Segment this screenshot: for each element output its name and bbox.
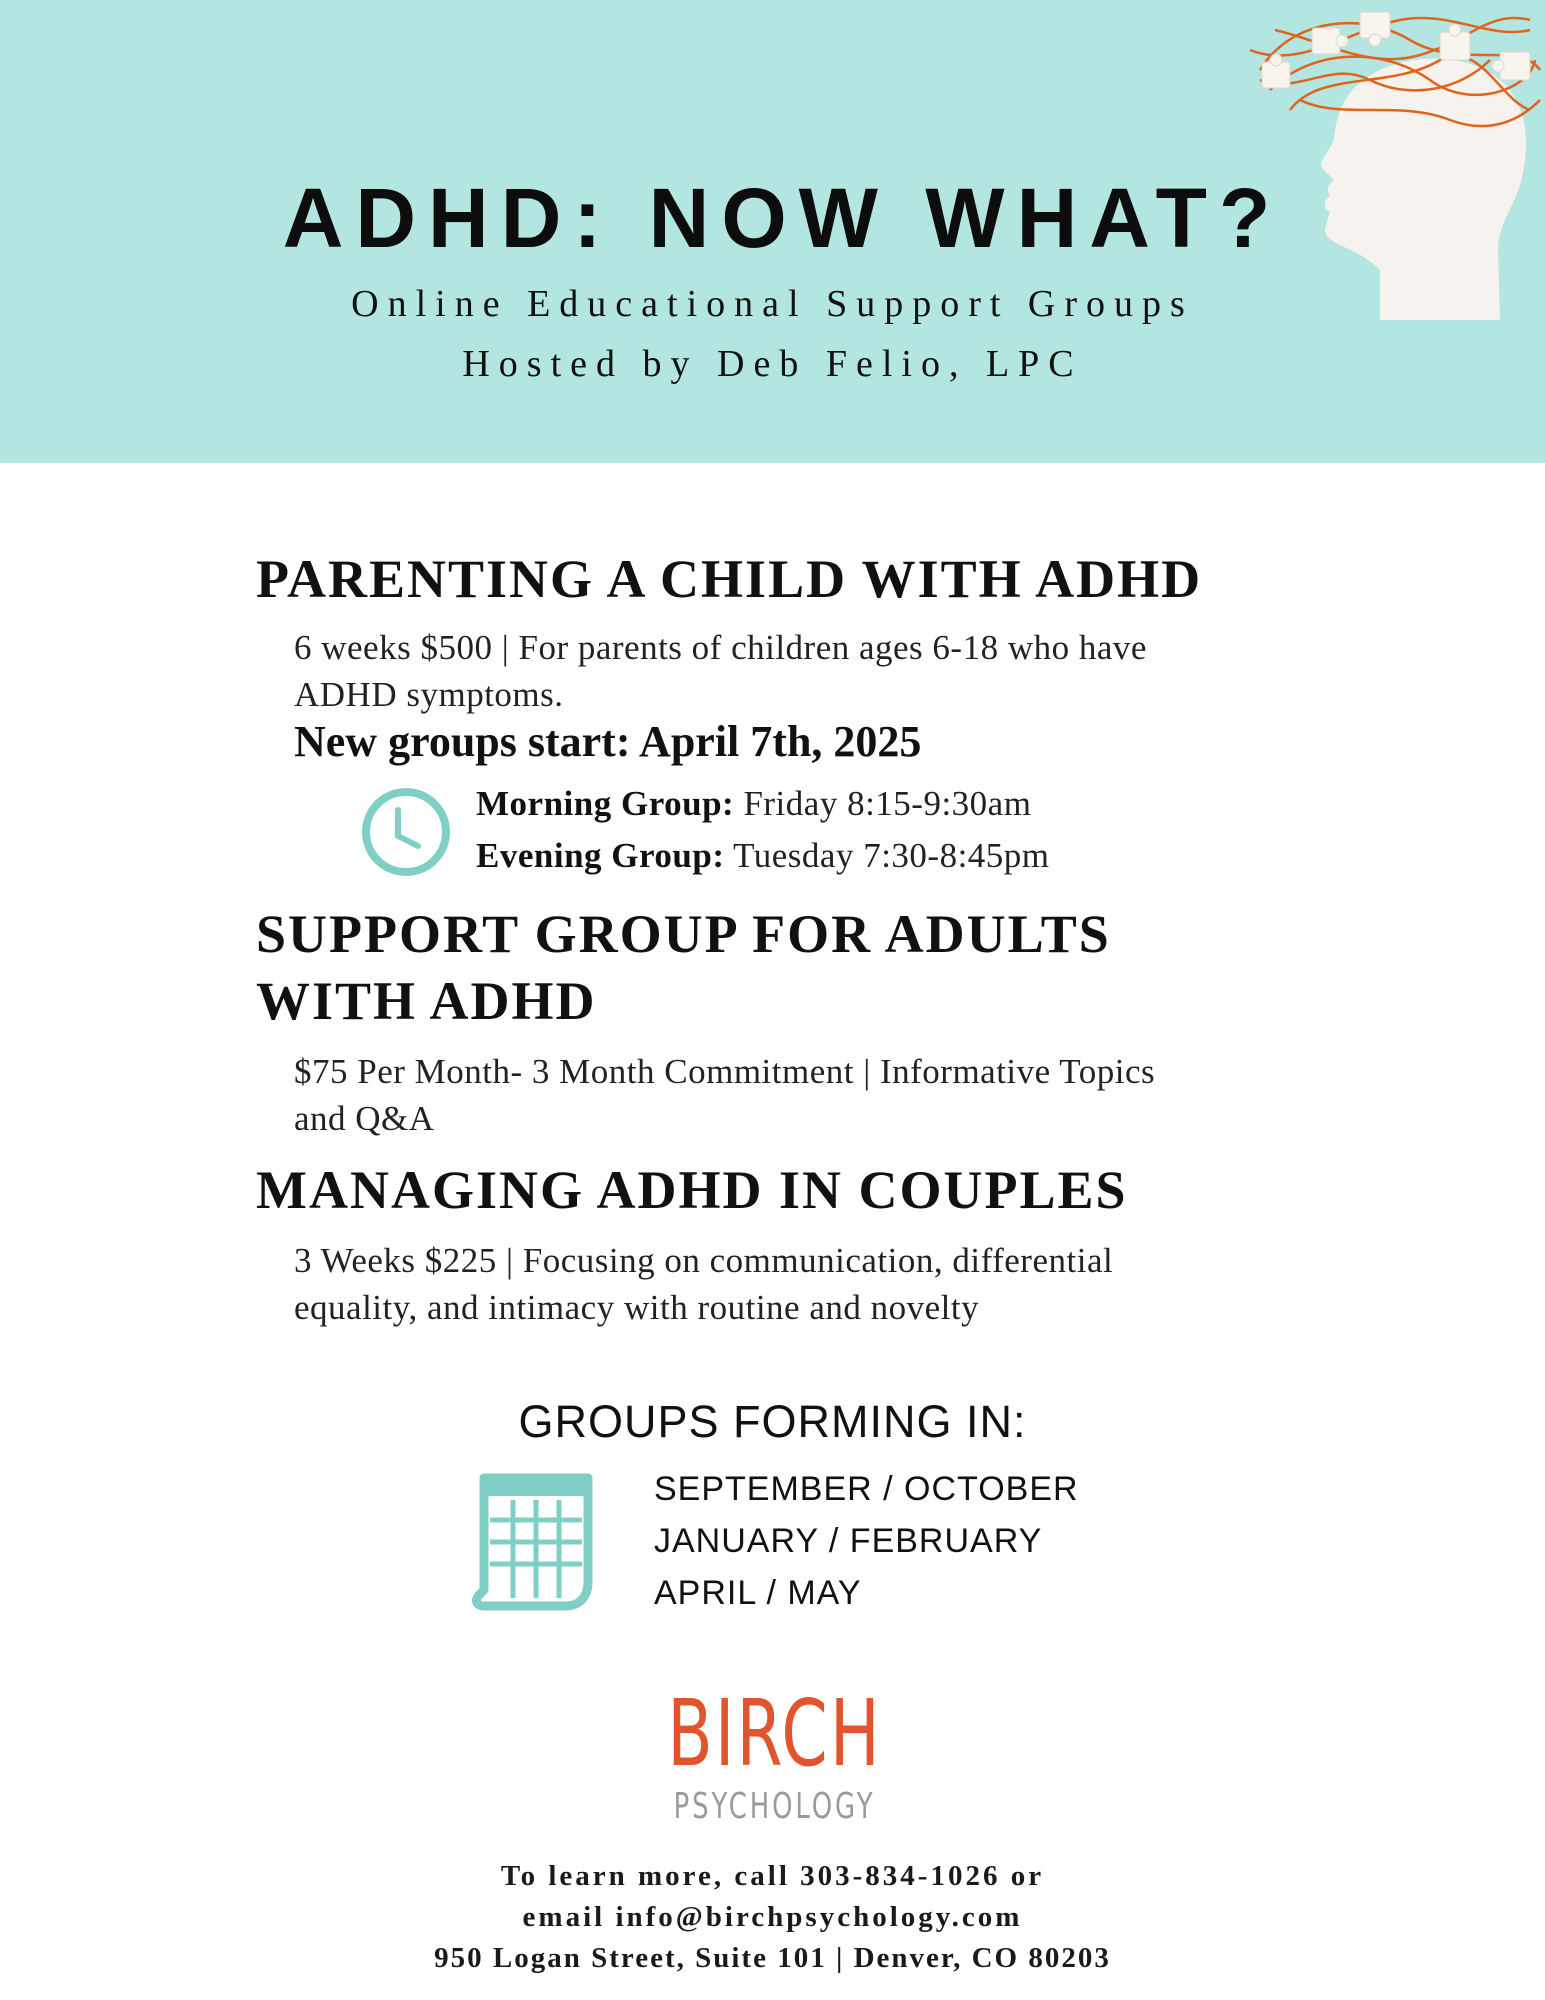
schedule-morning-label: Morning Group: [476,784,735,823]
section-couples-title: MANAGING ADHD IN COUPLES [256,1160,1128,1220]
groups-forming-title: GROUPS FORMING IN: [518,1396,1027,1447]
forming-month-2: JANUARY / FEBRUARY [654,1522,1043,1560]
schedule-morning [476,784,1031,824]
clock-icon [358,784,454,880]
section-adults-title-line1: SUPPORT GROUP FOR ADULTS [256,904,1111,964]
subtitle-host: Hosted by Deb Felio, LPC [462,343,1083,385]
section-adults-desc-line1: $75 Per Month- 3 Month Commitment | Informative Topics [294,1052,1156,1091]
section-adults-title-line2: WITH ADHD [256,971,597,1031]
footer-address: 950 Logan Street, Suite 101 | Denver, CO 80203 [434,1942,1111,1974]
section-adults-desc-line2: and Q&A [294,1099,435,1138]
section-parenting-desc-line1: 6 weeks $500 | For parents of children ages 6-18 who have [294,628,1147,667]
forming-month-3: APRIL / MAY [654,1574,862,1612]
subtitle-groups: Online Educational Support Groups [351,283,1194,325]
section-parenting-desc-line2: ADHD symptoms. [294,675,564,714]
section-parenting-title: PARENTING A CHILD WITH ADHD [256,549,1203,609]
head-puzzle-illustration [1230,0,1545,330]
section-couples-desc-line2: equality, and intimacy with routine and novelty [294,1288,980,1327]
birch-logo-tagline: PSYCHOLOGY [673,1786,876,1827]
schedule-evening [476,836,1050,876]
section-couples-desc-line1: 3 Weeks $225 | Focusing on communication, differential [294,1241,1114,1280]
header-banner [0,0,1545,463]
schedule-evening-time: Tuesday 7:30-8:45pm [724,836,1050,875]
schedule-morning-time: Friday 8:15-9:30am [734,784,1032,823]
footer-phone: To learn more, call 303-834-1026 or [500,1860,1045,1892]
page-title: ADHD: NOW WHAT? [282,171,1283,265]
forming-month-1: SEPTEMBER / OCTOBER [654,1470,1079,1508]
section-parenting-start-date: New groups start: April 7th, 2025 [294,717,922,766]
calendar-icon [470,1470,598,1612]
footer-email: email info@birchpsychology.com [522,1901,1023,1933]
birch-logo-wordmark: BIRCH [667,1680,882,1787]
schedule-evening-label: Evening Group: [476,836,725,875]
